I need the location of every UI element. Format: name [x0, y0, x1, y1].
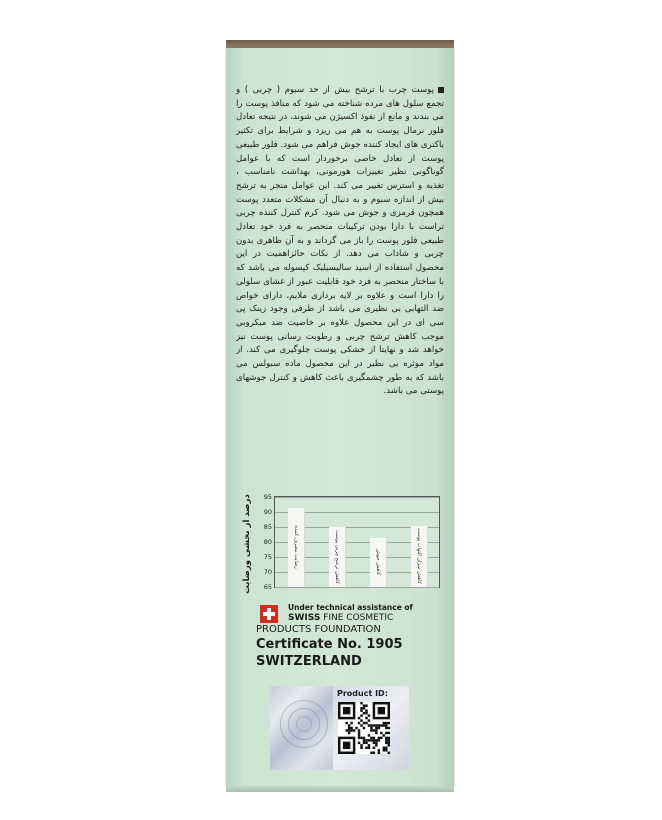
assistance-text: Under technical assistance of — [288, 603, 413, 612]
satisfaction-chart — [236, 494, 436, 594]
chart-y-axis-label — [236, 494, 258, 594]
chart-y-tick: 95 — [263, 493, 272, 501]
chart-bar — [370, 538, 386, 588]
chart-bar — [329, 527, 345, 587]
chart-y-tick: 75 — [263, 553, 272, 561]
chart-bar-label: رضایت مصرف کننده — [292, 525, 299, 569]
chart-bar — [411, 526, 427, 588]
certificate-number: Certificate No. 1905 — [256, 637, 403, 652]
box-bottom-edge — [226, 786, 454, 792]
chart-bar-label: کاهش جوش — [374, 549, 381, 576]
qr-code-icon — [338, 702, 390, 754]
chart-ylabel: درصد از بخشی ورضایت — [242, 494, 252, 594]
swiss-word: SWISS — [288, 613, 321, 623]
chart-plot-area — [274, 496, 440, 588]
certification-header — [256, 601, 446, 623]
product-id-label — [333, 686, 409, 770]
chart-y-ticks — [258, 494, 272, 594]
chart-y-tick: 65 — [263, 583, 272, 591]
swiss-fine-cosmetic — [288, 613, 393, 623]
fine-cosmetic-word: FINE COSMETIC — [320, 613, 394, 623]
chart-bar-label: کاهش ترشح چربی پوست — [333, 530, 340, 584]
country-text: SWITZERLAND — [256, 654, 362, 669]
bullet-icon — [438, 87, 444, 93]
chart-bar-label: کاهش میزان التهاب پوست — [415, 528, 422, 585]
chart-bar — [288, 508, 304, 588]
product-description — [236, 84, 444, 499]
chart-y-tick: 80 — [263, 538, 272, 546]
chart-gridline — [275, 587, 439, 588]
foundation-text: PRODUCTS FOUNDATION — [256, 624, 381, 635]
chart-gridline — [275, 497, 439, 498]
swiss-cross-icon — [260, 605, 278, 623]
chart-y-tick: 90 — [263, 508, 272, 516]
chart-y-tick: 70 — [263, 568, 272, 576]
hologram-sticker — [270, 686, 336, 770]
chart-y-tick: 85 — [263, 523, 272, 531]
description-text: پوست چرب با ترشح بیش از حد سبوم ( چربی ) و تجمع سلول های مرده شناخته می شود که منافذ پوست را می بندند و مانع از نفوذ اکسیژن می شوند، در نتیجه تعادل فلور نرمال پوست به هم می ریزد و شرایط برای تکثیر باکتری های ایجاد کننده جوش فراهم می شود. فلور طبیعی پوست از تعادل خاصی برخوردار است که با عوامل گوناگونی نظیر تغییرات هورمونی، بهداشت نامناسب ، تغذیه و استرس تغییر می کند. این عوامل منجر به ترشح بیش از اندازه سبوم و به دنبال آن مشکلات متعدد پوست همچون قرمزی و جوش می شود. کرم کنترل کننده چربی تراست با دارا بودن ترکیبات منحصر به فرد خود تعادل طبیعی فلور پوست را باز می گرداند و به آن ظاهری بدون چربی و شاداب می دهد. از نکات حائزاهمیت در این محصول استفاده از اسید سالیسیلیک کپسوله می باشد که با ساختار منحصر به فرد خود قابلیت عبور از غشای سلولی را دارا است و علاوه بر لایه برداری ملایم، دارای خواص ضد التهابی بی نظیری می باشد از طرفی وجود زینک پی سی ای در این محصول علاوه بر خاصیت ضد میکروبی موجب کاهش ترشح چربی و رطوبت رسانی پوست نیز خواهد شد و نهایتا از خشکی پوست جلوگیری می کند. از مواد موثره بی نظیر در این محصول ماده سبولس می باشد که به طور چشمگیری باعث کاهش و کنترل جوشهای پوستی می باشد. — [236, 85, 444, 397]
product-id-text: Product ID: — [337, 689, 388, 698]
